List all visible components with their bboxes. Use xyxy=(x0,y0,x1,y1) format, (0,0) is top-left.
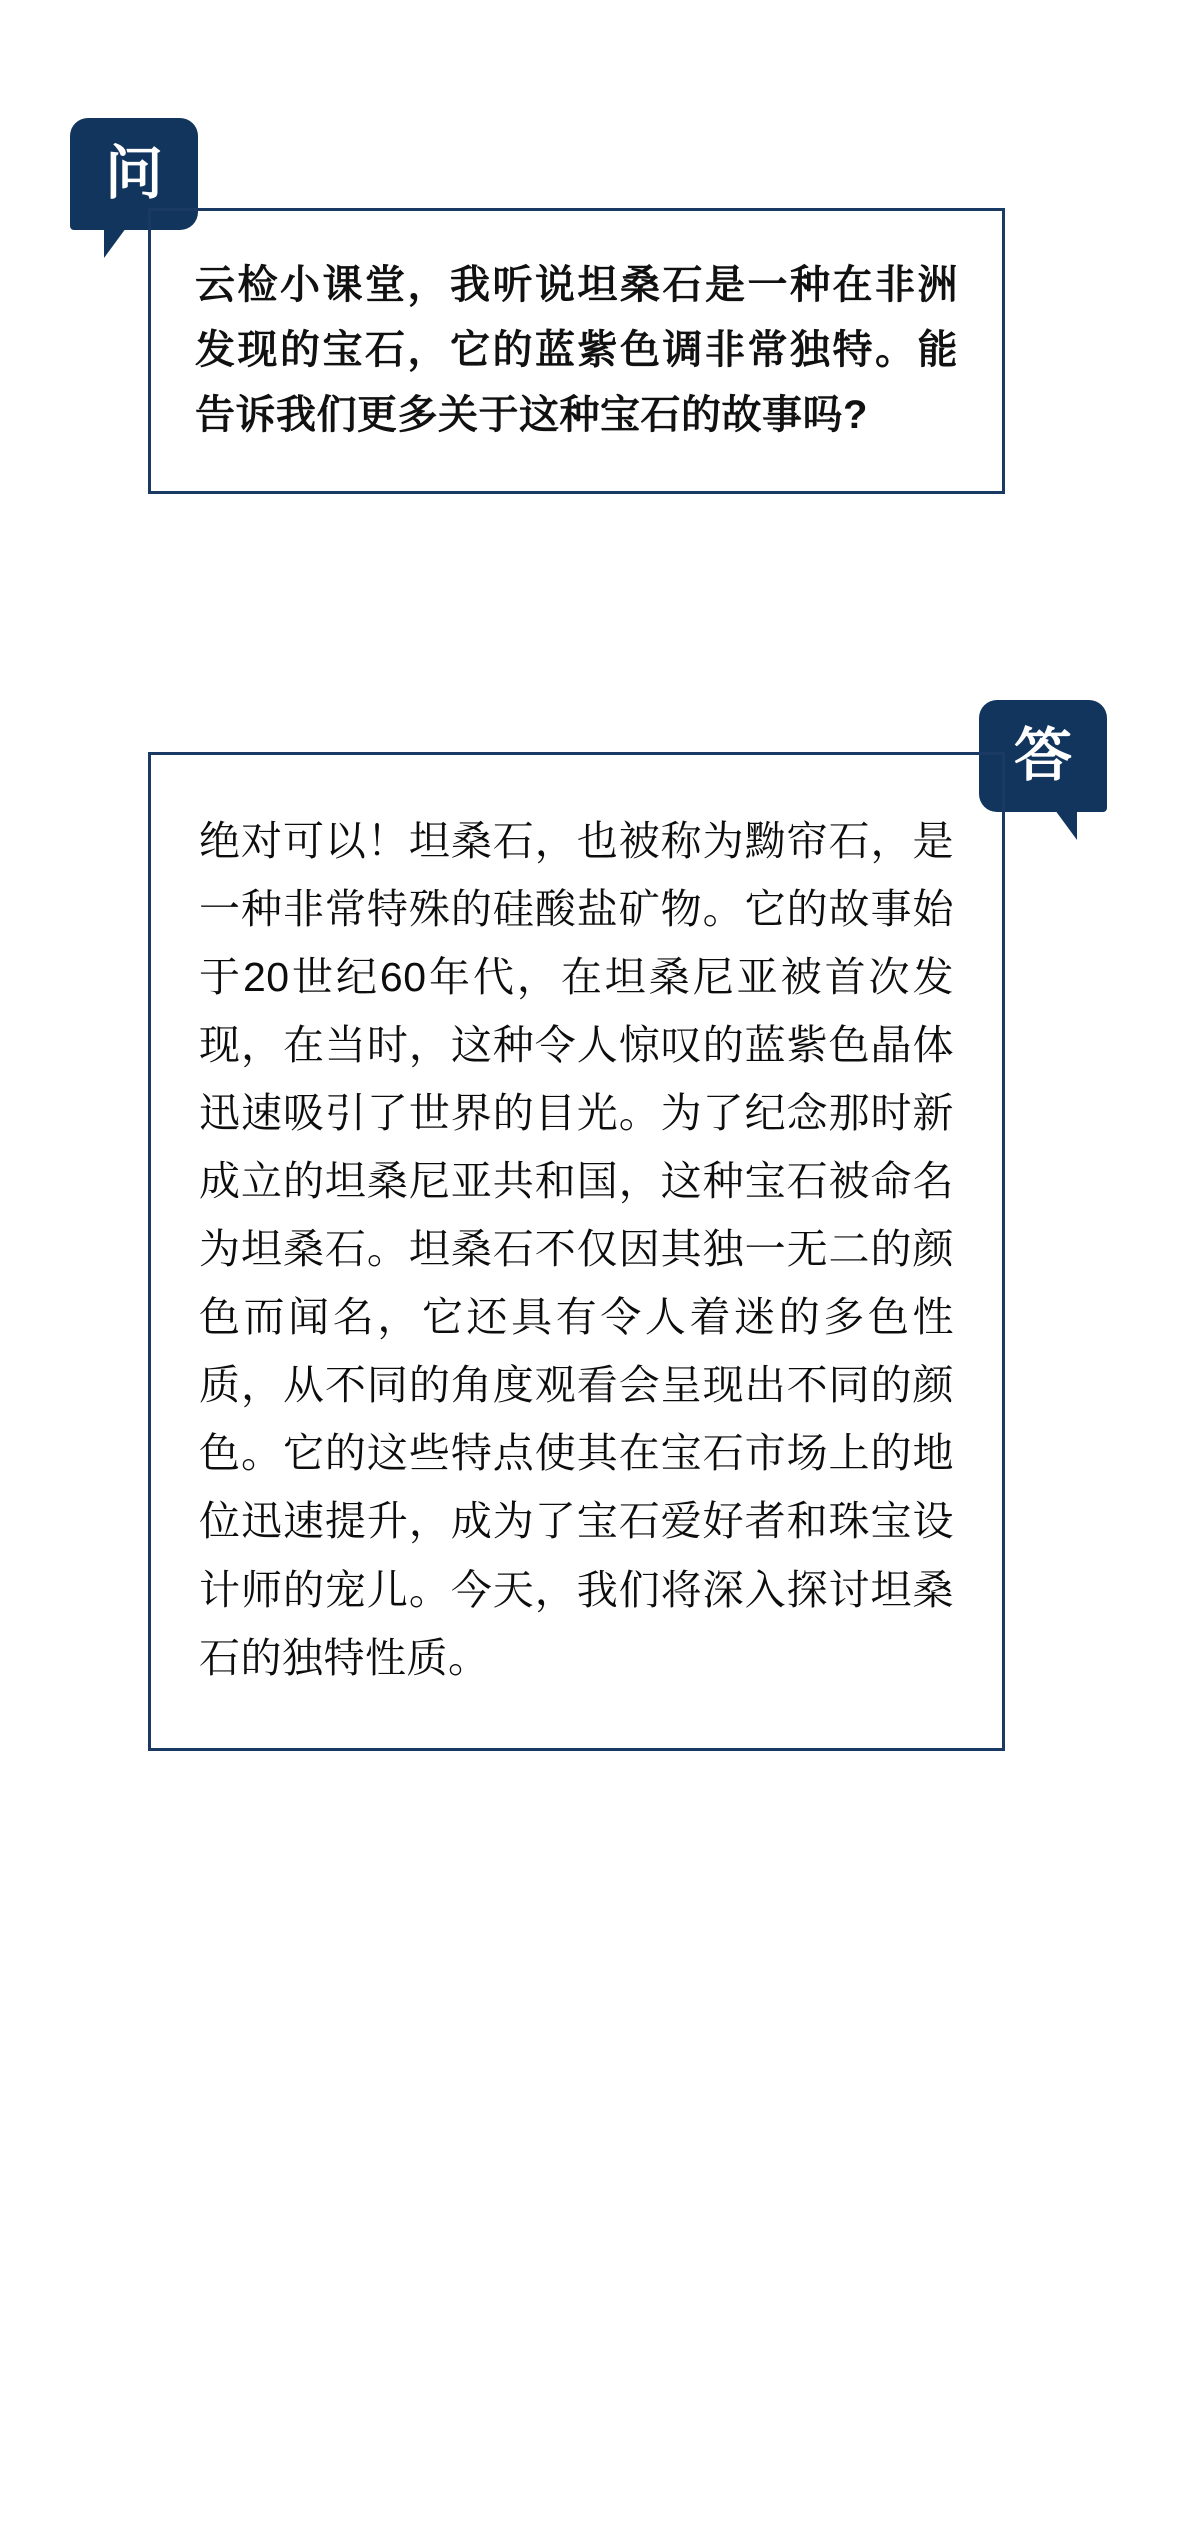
question-text: 云检小课堂，我听说坦桑石是一种在非洲发现的宝石，它的蓝紫色调非常独特。能告诉我们更多关于这种宝石的故事吗? xyxy=(195,263,958,437)
answer-card xyxy=(148,752,1005,1751)
question-card xyxy=(148,208,1005,494)
answer-badge-label: 答 xyxy=(1013,723,1072,788)
answer-text: 绝对可以！坦桑石，也被称为黝帘石，是一种非常特殊的硅酸盐矿物。它的故事始于20世纪60年代，在坦桑尼亚被首次发现，在当时，这种令人惊叹的蓝紫色晶体迅速吸引了世界的目光。为了纪念那时新成立的坦桑尼亚共和国，这种宝石被命名为坦桑石。坦桑石不仅因其独一无二的颜色而闻名，它还具有令人着迷的多色性质，从不同的角度观看会呈现出不同的颜色。它的这些特点使其在宝石市场上的地位迅速提升，成为了宝石爱好者和珠宝设计师的宠儿。今天，我们将深入探讨坦桑石的独特性质。 xyxy=(199,818,954,1681)
question-badge-label: 问 xyxy=(104,141,163,206)
